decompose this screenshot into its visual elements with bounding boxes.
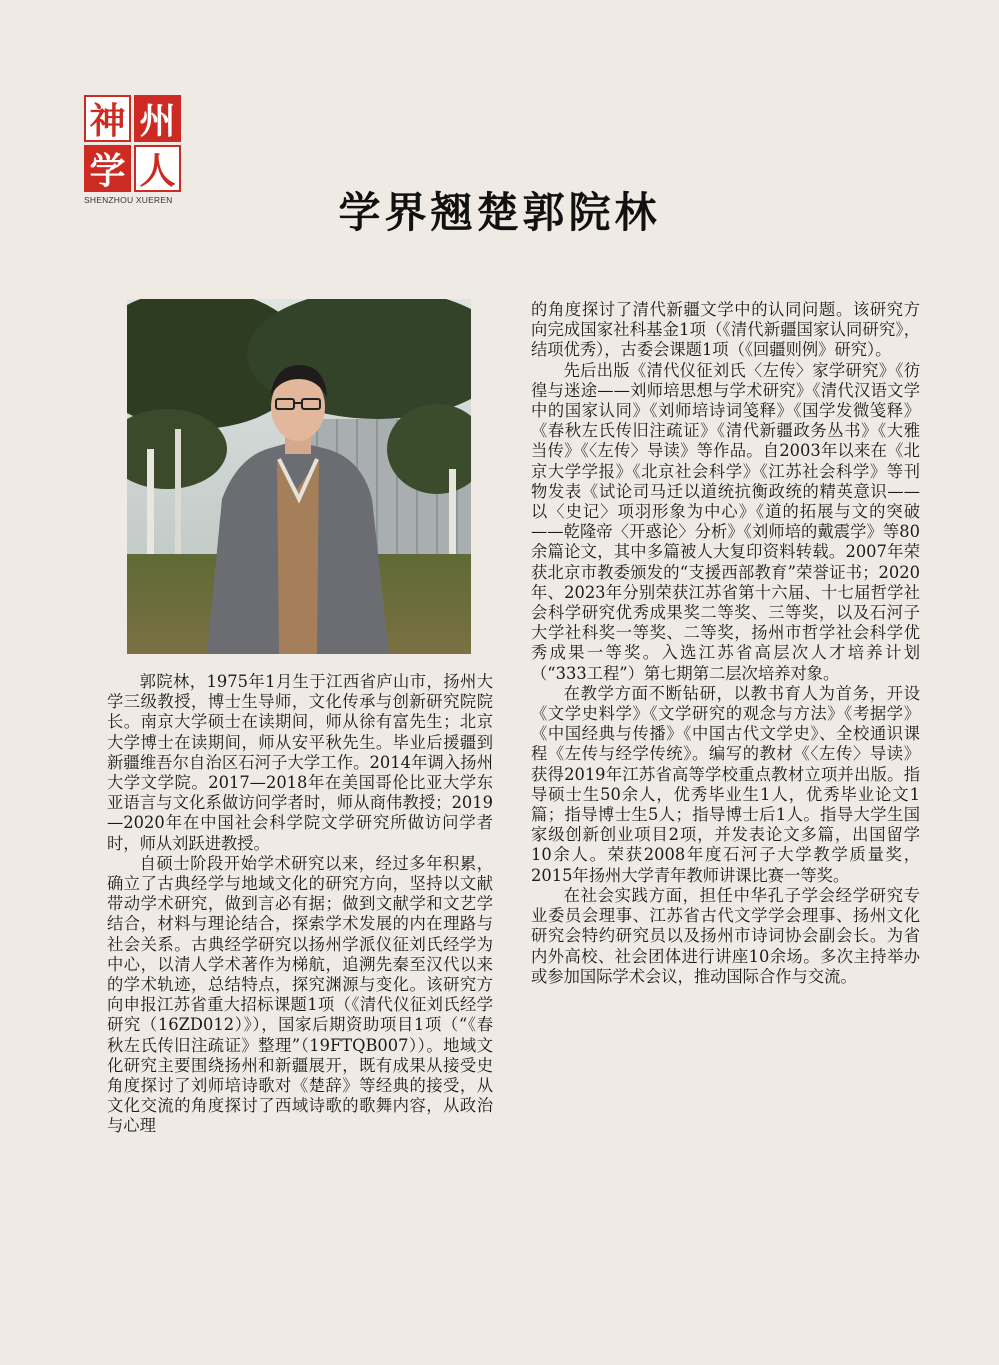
logo-subtitle: SHENZHOU XUEREN: [84, 195, 173, 205]
research-paragraph: 自硕士阶段开始学术研究以来，经过多年积累，确立了古典经学与地域文化的研究方向，坚持以文献带动学术研究，做到言必有据；做到文献学和文艺学结合，材料与理论结合，探索学术发展的内在理路与社会关系。古典经学研究以扬州学派仪征刘氏经学为中心，以清人学术著作为梯航，追溯先秦至汉代以来的学术轨迹，总结特点，探究渊源与变化。该研究方向申报江苏省重大招标课题1项（《清代仪征刘氏经学研究（16ZD012）》），国家后期资助项目1项（“《春秋左氏传旧注疏证》整理”（19FTQB007））。地域文化研究主要围绕扬州和新疆展开，既有成果从接受史角度探讨了刘师培诗歌对《楚辞》等经典的接受，从文化交流的角度探讨了西域诗歌的歌舞内容，从政治与心理: [107, 853, 493, 1136]
bio-paragraph: 郭院林，1975年1月生于江西省庐山市，扬州大学三级教授，博士生导师，文化传承与创新研究院院长。南京大学硕士在读期间，师从徐有富先生；北京大学博士在读期间，师从安平秋先生。毕业后援疆到新疆维吾尔自治区石河子大学工作。2014年调入扬州大学文学院。2017—2018年在美国哥伦比亚大学东亚语言与文化系做访问学者时，师从商伟教授；2019—2020年在中国社会科学院文学研究所做访问学者时，师从刘跃进教授。: [107, 672, 493, 853]
research-paragraph-continued: 的角度探讨了清代新疆文学中的认同问题。该研究方向完成国家社科基金1项（《清代新疆国家认同研究》，结项优秀），古委会课题1项（《回疆则例》研究）。: [531, 300, 920, 360]
right-text-column: [531, 300, 920, 987]
publications-paragraph: 先后出版《清代仪征刘氏〈左传〉家学研究》《彷徨与迷途——刘师培思想与学术研究》《清代汉语文学中的国家认同》《刘师培诗词笺释》《国学发微笺释》《春秋左氏传旧注疏证》《清代新疆政务丛书》《大雅当传》《〈左传〉导读》等作品。自2003年以来在《北京大学学报》《北京社会科学》《江苏社会科学》等刊物发表《试论司马迁以道统抗衡政统的精英意识——以〈史记〉项羽形象为中心》《道的拓展与文的突破——乾隆帝〈开惑论〉分析》《刘师培的戴震学》等80余篇论文，其中多篇被人大复印资料转载。2007年荣获北京市教委颁发的“支援西部教育”荣誉证书；2020年、2023年分别荣获江苏省第十六届、十七届哲学社会科学研究优秀成果奖二等奖、三等奖，以及石河子大学社科奖一等奖、二等奖，扬州市哲学社会科学优秀成果一等奖。入选江苏省高层次人才培养计划（“333工程”）第七期第二层次培养对象。: [531, 360, 920, 683]
logo-char-xue: 学: [84, 145, 131, 192]
logo-char-shen: 神: [84, 95, 131, 142]
article-title: 学界翘楚郭院林: [338, 188, 661, 237]
logo-char-zhou: 州: [134, 95, 181, 142]
teaching-paragraph: 在教学方面不断钻研，以教书育人为首务，开设《文学史料学》《文学研究的观念与方法》《考据学》《中国经典与传播》《中国古代文学史》、全校通识课程《左传与经学传统》。编写的教材《〈左传〉导读》获得2019年江苏省高等学校重点教材立项并出版。指导硕士生50余人，优秀毕业生1人，优秀毕业论文1篇；指导博士生5人；指导博士后1人。指导大学生国家级创新创业项目2项，并发表论文多篇，出国留学10余人。荣获2008年度石河子大学教学质量奖，2015年扬州大学青年教师讲课比赛一等奖。: [531, 683, 920, 885]
logo-char-ren: 人: [134, 145, 181, 192]
portrait-photo: [127, 299, 471, 654]
left-text-column: [107, 672, 493, 1137]
social-practice-paragraph: 在社会实践方面，担任中华孔子学会经学研究专业委员会理事、江苏省古代文学学会理事、扬州文化研究会特约研究员以及扬州市诗词协会副会长。为省内外高校、社会团体进行讲座10余场。多次主持举办或参加国际学术会议，推动国际合作与交流。: [531, 885, 920, 986]
